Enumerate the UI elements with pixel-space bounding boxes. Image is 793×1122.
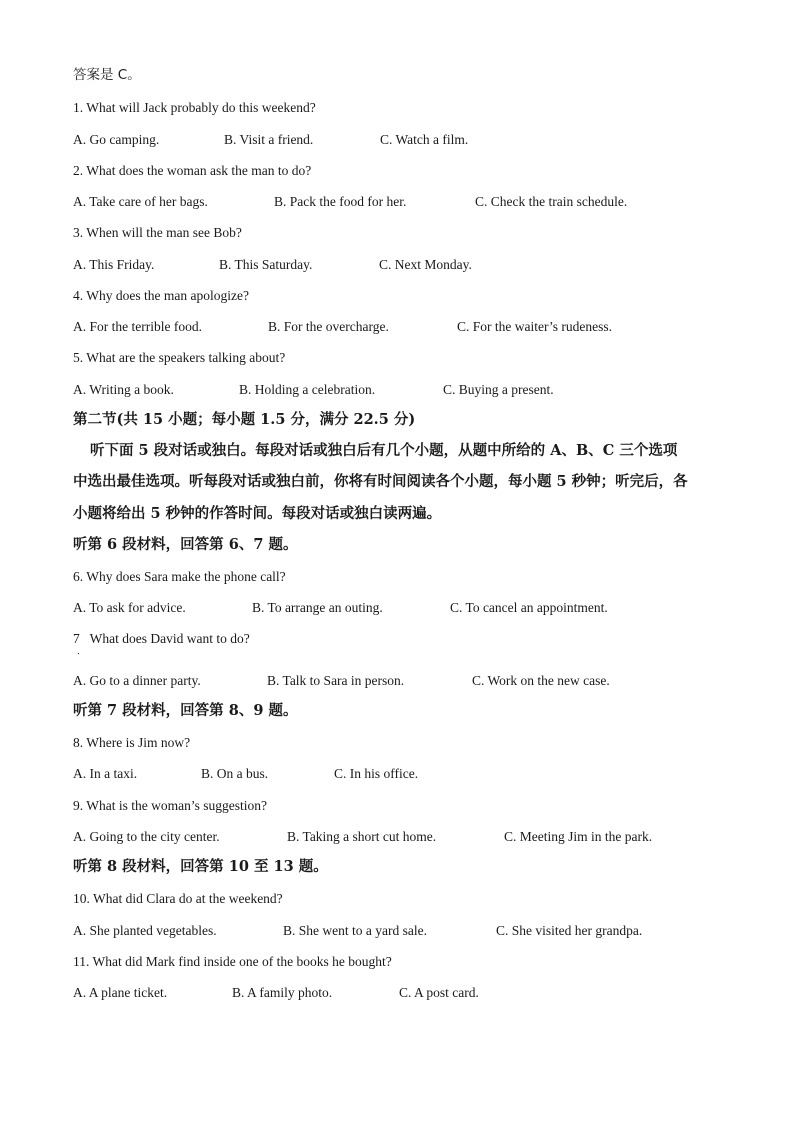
section2-instructions-line3: 小题将给出 5 秒钟的作答时间。每段对话或独白读两遍。 <box>73 505 442 522</box>
section2-instructions-line1: 听下面 5 段对话或独白。每段对话或独白后有几个小题，从题中所给的 A、B、C 三个选项 <box>90 442 678 459</box>
section2-instructions-line2: 中选出最佳选项。听每段对话或独白前，你将有时间阅读各个小题，每小题 5 秒钟；听完后，各 <box>73 473 688 490</box>
q7-option-c: C. Work on the new case. <box>472 673 610 688</box>
q7-option-a: A. Go to a dinner party. <box>73 673 201 688</box>
section2-heading: 第二节(共 15 小题；每小题 1.5 分，满分 22.5 分) <box>73 411 416 428</box>
material8-heading: 听第 8 段材料，回答第 10 至 13 题。 <box>73 858 328 875</box>
question-6: 6. Why does Sara make the phone call? <box>73 569 286 584</box>
q4-option-a: A. For the terrible food. <box>73 319 202 334</box>
q3-option-a: A. This Friday. <box>73 257 155 272</box>
q1-option-c: C. Watch a film. <box>380 132 469 147</box>
q11-option-a: A. A plane ticket. <box>73 985 168 1000</box>
q9-option-a: A. Going to the city center. <box>73 829 220 844</box>
q6-option-b: B. To arrange an outing. <box>252 600 383 615</box>
q2-option-a: A. Take care of her bags. <box>73 194 208 209</box>
q7-dot: ． <box>77 646 87 656</box>
q5-option-c: C. Buying a present. <box>443 382 554 397</box>
q11-option-b: B. A family photo. <box>232 985 333 1000</box>
question-7: 7 What does David want to do? <box>73 631 250 646</box>
answer-note: 答案是 C。 <box>73 67 141 83</box>
question-5: 5. What are the speakers talking about? <box>73 350 286 365</box>
q10-option-a: A. She planted vegetables. <box>73 923 217 938</box>
question-4: 4. Why does the man apologize? <box>73 288 249 303</box>
q6-option-c: C. To cancel an appointment. <box>450 600 608 615</box>
question-2: 2. What does the woman ask the man to do? <box>73 163 312 178</box>
q1-option-a: A. Go camping. <box>73 132 160 147</box>
question-9: 9. What is the woman’s suggestion? <box>73 798 267 813</box>
q1-option-b: B. Visit a friend. <box>224 132 314 147</box>
material6-heading: 听第 6 段材料，回答第 6、7 题。 <box>73 536 298 553</box>
q2-option-c: C. Check the train schedule. <box>475 194 628 209</box>
q9-option-c: C. Meeting Jim in the park. <box>504 829 653 844</box>
q3-option-b: B. This Saturday. <box>219 257 313 272</box>
question-10: 10. What did Clara do at the weekend? <box>73 891 283 906</box>
q4-option-c: C. For the waiter’s rudeness. <box>457 319 612 334</box>
question-1: 1. What will Jack probably do this weekend? <box>73 100 316 115</box>
q8-option-c: C. In his office. <box>334 766 419 781</box>
q4-option-b: B. For the overcharge. <box>268 319 389 334</box>
question-3: 3. When will the man see Bob? <box>73 225 242 240</box>
question-11: 11. What did Mark find inside one of the books he bought? <box>73 954 392 969</box>
q8-option-a: A. In a taxi. <box>73 766 138 781</box>
q6-option-a: A. To ask for advice. <box>73 600 186 615</box>
q3-option-c: C. Next Monday. <box>379 257 472 272</box>
q11-option-c: C. A post card. <box>399 985 479 1000</box>
q5-option-a: A. Writing a book. <box>73 382 174 397</box>
material7-heading: 听第 7 段材料，回答第 8、9 题。 <box>73 702 298 719</box>
q7-option-b: B. Talk to Sara in person. <box>267 673 405 688</box>
q10-option-b: B. She went to a yard sale. <box>283 923 427 938</box>
q10-option-c: C. She visited her grandpa. <box>496 923 643 938</box>
question-8: 8. Where is Jim now? <box>73 735 191 750</box>
q8-option-b: B. On a bus. <box>201 766 269 781</box>
q2-option-b: B. Pack the food for her. <box>274 194 407 209</box>
q5-option-b: B. Holding a celebration. <box>239 382 376 397</box>
q9-option-b: B. Taking a short cut home. <box>287 829 437 844</box>
